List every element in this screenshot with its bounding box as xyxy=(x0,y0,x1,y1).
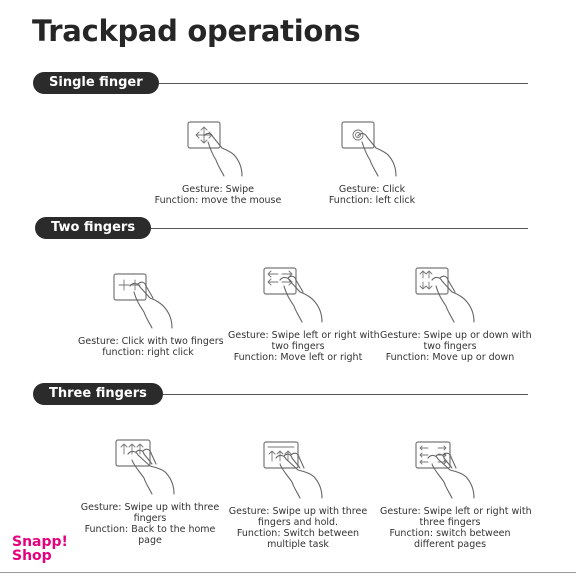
page-title: Trackpad operations xyxy=(32,14,361,48)
swipe-gesture-icon xyxy=(178,118,258,182)
gesture-two-left-right: Gesture: Swipe left or right with two fingers Function: Move left or right xyxy=(228,264,368,363)
bottom-divider xyxy=(0,572,576,573)
gesture-click: Gesture: Click Function: left click xyxy=(302,118,442,206)
two-finger-swipe-vertical-icon xyxy=(410,264,490,328)
three-finger-swipe-horizontal-icon xyxy=(410,440,490,504)
snapp-shop-logo: Snapp! Shop xyxy=(12,534,68,564)
section-label: Two fingers xyxy=(35,217,151,239)
section-two-fingers xyxy=(35,217,528,239)
section-single-finger xyxy=(33,72,528,94)
three-finger-swipe-hold-icon xyxy=(258,440,338,504)
two-finger-swipe-horizontal-icon xyxy=(258,264,338,328)
section-label: Three fingers xyxy=(33,383,163,405)
section-three-fingers xyxy=(33,383,528,405)
section-divider xyxy=(95,228,528,229)
gesture-swipe: Gesture: Swipe Function: move the mouse xyxy=(148,118,288,206)
gesture-three-hold: Gesture: Swipe up with three fingers and hold. Function: Switch between multiple task xyxy=(228,440,368,550)
gesture-three-up: Gesture: Swipe up with three fingers Function: Back to the home page xyxy=(80,436,220,546)
gesture-two-up-down: Gesture: Swipe up or down with two fingers Function: Move up or down xyxy=(380,264,520,363)
three-finger-swipe-up-icon xyxy=(110,436,190,500)
gesture-three-left-right: Gesture: Swipe left or right with three fingers Function: switch between different pages xyxy=(380,440,520,550)
two-finger-click-icon xyxy=(108,270,188,334)
section-label: Single finger xyxy=(33,72,159,94)
click-gesture-icon xyxy=(332,118,412,182)
gesture-two-click: Gesture: Click with two fingers function: right click xyxy=(78,270,218,358)
